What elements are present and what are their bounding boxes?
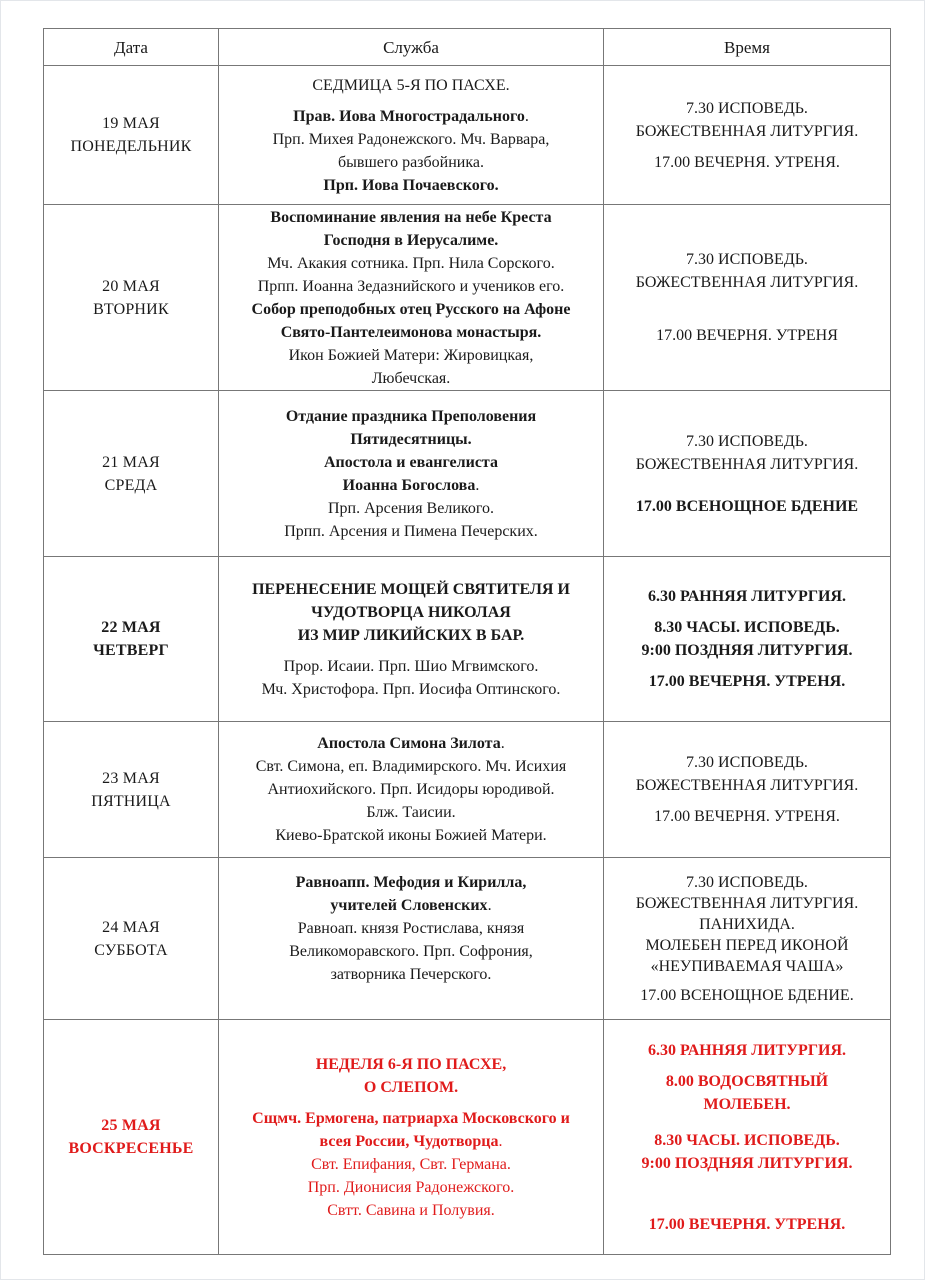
header-service: Служба (219, 29, 604, 66)
service-line: Прп. Иова Почаевского. (323, 176, 499, 194)
time-line: 7.30 ИСПОВЕДЬ. (686, 251, 808, 268)
service-line: Прор. Исаии. Прп. Шио Мгвимского. (283, 657, 539, 675)
date-label: 24 МАЯ (102, 918, 160, 936)
date-label: 25 МАЯ (101, 1117, 161, 1134)
time-line: 17.00 ВЕЧЕРНЯ. УТРЕНЯ. (654, 153, 840, 171)
time-line: БОЖЕСТВЕННАЯ ЛИТУРГИЯ. (635, 122, 859, 140)
service-punct: . (487, 897, 492, 914)
service-line-bold: Иоанна Богослова (342, 476, 476, 494)
service-punct: . (498, 1132, 503, 1150)
time-cell (604, 205, 891, 391)
service-line: Отдание праздника Преполовения (285, 407, 537, 425)
time-line: 8.30 ЧАСЫ. ИСПОВЕДЬ. (654, 1131, 840, 1149)
date-cell (44, 391, 219, 557)
service-line: Равноапп. Мефодия и Кирилла, (295, 874, 527, 891)
service-line: Великоморавского. Прп. Софрония, (289, 943, 533, 960)
service-line: Прп. Арсения Великого. (328, 499, 494, 517)
service-line: Мч. Акакия сотника. Прп. Нила Сорского. (267, 254, 555, 272)
service-line: Апостола и евангелиста (324, 453, 498, 471)
service-line: Прп. Дионисия Радонежского. (307, 1178, 515, 1196)
date-cell (44, 1020, 219, 1255)
time-line: 7.30 ИСПОВЕДЬ. (686, 432, 808, 450)
time-cell (604, 722, 891, 858)
service-line: Собор преподобных отец Русского на Афоне (251, 300, 571, 318)
service-line-bold: Апостола Симона Зилота (317, 735, 501, 752)
weekday-label: ПОНЕДЕЛЬНИК (70, 138, 192, 155)
service-line: Воспоминание явления на небе Креста (270, 208, 552, 226)
table-row (44, 66, 891, 205)
time-cell (604, 557, 891, 722)
service-line: затворника Печерского. (330, 966, 492, 983)
date-cell (44, 557, 219, 722)
time-cell (604, 66, 891, 205)
service-line: Прпп. Арсения и Пимена Печерских. (284, 522, 538, 540)
service-line: Прп. Михея Радонежского. Мч. Варвара, (272, 130, 550, 148)
time-line: БОЖЕСТВЕННАЯ ЛИТУРГИЯ. (635, 894, 859, 912)
service-line: Сщмч. Ермогена, патриарха Московского и (252, 1109, 570, 1127)
table-row (44, 1020, 891, 1255)
service-line: Свт. Епифания, Свт. Германа. (311, 1155, 511, 1173)
weekday-label: ПЯТНИЦА (91, 792, 171, 810)
service-line: Антиохийского. Прп. Исидоры юродивой. (267, 781, 555, 798)
time-line: БОЖЕСТВЕННАЯ ЛИТУРГИЯ. (635, 777, 859, 794)
service-line-bold: Прав. Иова Многострадального (293, 107, 525, 125)
time-line: МОЛЕБЕН ПЕРЕД ИКОНОЙ (645, 936, 849, 954)
date-label: 22 МАЯ (101, 619, 161, 636)
table-header-row (44, 29, 891, 66)
weekday-label: ВОСКРЕСЕНЬЕ (68, 1140, 194, 1157)
service-line: НЕДЕЛЯ 6-Я ПО ПАСХЕ, (315, 1055, 507, 1073)
service-punct: . (475, 476, 480, 494)
time-line: БОЖЕСТВЕННАЯ ЛИТУРГИЯ. (635, 455, 859, 473)
service-cell (219, 858, 604, 1020)
time-line: 17.00 ВЕЧЕРНЯ. УТРЕНЯ. (654, 808, 840, 825)
time-cell (604, 391, 891, 557)
service-cell (219, 66, 604, 205)
table-row (44, 205, 891, 391)
service-cell (219, 1020, 604, 1255)
service-line (227, 1130, 595, 1153)
weekday-label: СРЕДА (104, 476, 158, 494)
service-line: ПЕРЕНЕСЕНИЕ МОЩЕЙ СВЯТИТЕЛЯ И (252, 580, 570, 598)
time-line: «НЕУПИВАЕМАЯ ЧАША» (650, 957, 844, 975)
date-label: 23 МАЯ (102, 769, 160, 787)
time-cell (604, 1020, 891, 1255)
date-cell (44, 722, 219, 858)
service-line: Киево-Братской иконы Божией Матери. (275, 827, 547, 844)
service-line: Свтт. Савина и Полувия. (327, 1201, 495, 1219)
service-line: Мч. Христофора. Прп. Иосифа Оптинского. (261, 680, 561, 698)
time-line: 17.00 ВСЕНОЩНОЕ БДЕНИЕ. (640, 986, 854, 1004)
table-row (44, 858, 891, 1020)
table-row (44, 557, 891, 722)
service-punct: . (524, 107, 529, 125)
time-line: 17.00 ВЕЧЕРНЯ. УТРЕНЯ (656, 327, 838, 344)
time-line: 17.00 ВСЕНОЩНОЕ БДЕНИЕ (635, 497, 859, 515)
service-line: Прпп. Иоанна Зедазнийского и учеников его. (257, 277, 565, 295)
service-schedule-table (43, 28, 891, 1255)
time-line: ПАНИХИДА. (699, 915, 795, 933)
time-line: 17.00 ВЕЧЕРНЯ. УТРЕНЯ. (648, 1215, 846, 1233)
date-cell (44, 858, 219, 1020)
date-cell (44, 66, 219, 205)
service-line: Господня в Иерусалиме. (323, 231, 499, 249)
service-cell (219, 205, 604, 391)
date-label: 19 МАЯ (102, 115, 160, 132)
time-line: МОЛЕБЕН. (703, 1095, 791, 1113)
service-line (227, 105, 595, 128)
service-line: бывшего разбойника. (338, 153, 484, 171)
service-line: ЧУДОТВОРЦА НИКОЛАЯ (311, 603, 511, 621)
time-line: 8.30 ЧАСЫ. ИСПОВЕДЬ. (654, 619, 840, 636)
service-cell (219, 557, 604, 722)
service-line: О СЛЕПОМ. (363, 1078, 459, 1096)
date-label: 21 МАЯ (102, 453, 160, 471)
time-line: 17.00 ВЕЧЕРНЯ. УТРЕНЯ. (648, 673, 846, 690)
time-line: БОЖЕСТВЕННАЯ ЛИТУРГИЯ. (635, 274, 859, 291)
service-punct: . (500, 735, 505, 752)
time-line: 6.30 РАННЯЯ ЛИТУРГИЯ. (647, 1041, 846, 1059)
service-cell (219, 722, 604, 858)
service-line: Блж. Таисии. (366, 804, 456, 821)
service-line: Любечская. (371, 369, 451, 387)
table-row (44, 391, 891, 557)
service-line: Равноап. князя Ростислава, князя (297, 920, 525, 937)
table-row (44, 722, 891, 858)
time-line: 7.30 ИСПОВЕДЬ. (686, 99, 808, 117)
service-line: СЕДМИЦА 5-Я ПО ПАСХЕ. (312, 76, 510, 94)
time-line: 7.30 ИСПОВЕДЬ. (686, 754, 808, 771)
time-cell (604, 858, 891, 1020)
date-label: 20 МАЯ (102, 277, 160, 295)
weekday-label: ЧЕТВЕРГ (93, 642, 169, 659)
header-date: Дата (44, 29, 219, 66)
time-line: 9:00 ПОЗДНЯЯ ЛИТУРГИЯ. (641, 642, 853, 659)
service-line (227, 732, 595, 755)
service-line-bold: всея России, Чудотворца (319, 1132, 499, 1150)
weekday-label: СУББОТА (94, 941, 168, 959)
service-line: ИЗ МИР ЛИКИЙСКИХ В БАР. (297, 626, 525, 644)
time-line: 9:00 ПОЗДНЯЯ ЛИТУРГИЯ. (641, 1154, 853, 1172)
service-line: Свт. Симона, еп. Владимирского. Мч. Исихия (255, 758, 567, 775)
service-line: Пятидесятницы. (350, 430, 472, 448)
service-line (227, 894, 595, 917)
spacer (227, 986, 595, 1006)
service-cell (219, 391, 604, 557)
service-line: Икон Божией Матери: Жировицкая, (288, 346, 534, 364)
time-line: 6.30 РАННЯЯ ЛИТУРГИЯ. (647, 588, 846, 605)
weekday-label: ВТОРНИК (93, 300, 169, 318)
header-time: Время (604, 29, 891, 66)
time-line: 8.00 ВОДОСВЯТНЫЙ (665, 1072, 829, 1090)
service-line: Свято-Пантелеимонова монастыря. (280, 323, 542, 341)
time-line: 7.30 ИСПОВЕДЬ. (686, 873, 808, 891)
service-line (227, 474, 595, 497)
date-cell (44, 205, 219, 391)
service-line-bold: учителей Словенских (330, 897, 488, 914)
